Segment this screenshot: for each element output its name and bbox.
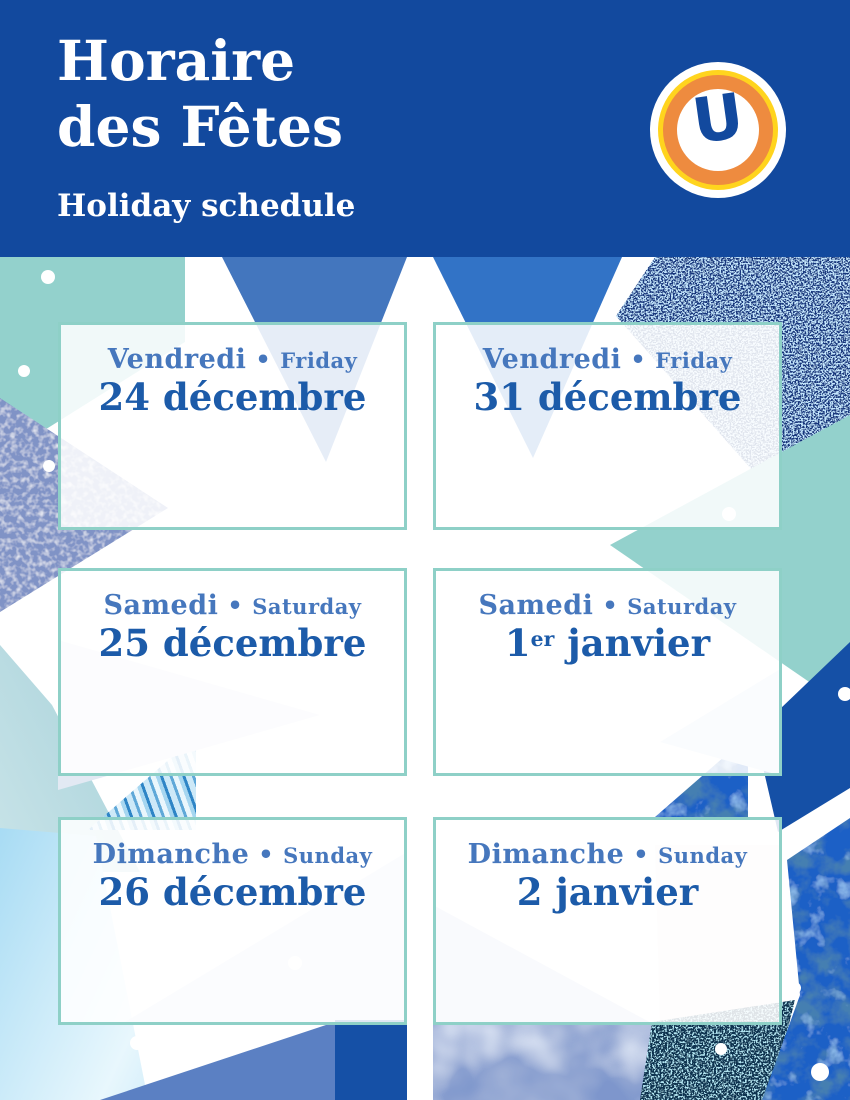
card-day-line — [436, 838, 779, 872]
bullet-separator: • — [602, 591, 619, 620]
card-day-line — [61, 838, 404, 872]
day-name-fr: Vendredi — [482, 344, 622, 375]
schedule-card-dec24 — [58, 322, 407, 530]
snow-dot — [130, 1036, 144, 1050]
bullet-separator: • — [630, 345, 647, 374]
snow-dot — [811, 1063, 829, 1081]
card-date — [436, 374, 779, 419]
poster-subtitle: Holiday schedule — [57, 188, 356, 224]
snow-dot — [838, 687, 850, 701]
day-name-en: Friday — [655, 348, 733, 373]
header-banner — [0, 0, 850, 257]
date-number: 24 — [98, 374, 151, 419]
day-name-fr: Samedi — [103, 590, 219, 621]
schedule-card-jan2 — [433, 817, 782, 1025]
date-number: 31 — [473, 374, 526, 419]
card-date — [436, 869, 779, 914]
day-name-fr: Vendredi — [107, 344, 247, 375]
date-number: 26 — [98, 869, 151, 914]
date-number: 2 — [516, 869, 543, 914]
card-day-line — [61, 343, 404, 377]
brand-logo — [650, 62, 786, 198]
schedule-card-dec31 — [433, 322, 782, 530]
snow-dot — [789, 982, 801, 994]
card-date — [61, 374, 404, 419]
day-name-fr: Samedi — [478, 590, 594, 621]
date-month: décembre — [150, 620, 367, 665]
poster-title — [57, 28, 343, 160]
card-date — [61, 869, 404, 914]
day-name-fr: Dimanche — [92, 839, 250, 870]
day-name-en: Sunday — [658, 843, 748, 868]
poster-title-line1: Horaire — [57, 28, 296, 93]
day-name-fr: Dimanche — [467, 839, 625, 870]
bullet-separator: • — [258, 840, 275, 869]
date-month: décembre — [150, 869, 367, 914]
snow-dot — [43, 460, 55, 472]
card-date — [61, 620, 404, 665]
date-number: 25 — [98, 620, 151, 665]
bullet-separator: • — [227, 591, 244, 620]
date-ordinal-suffix: er — [530, 626, 555, 651]
date-month: décembre — [150, 374, 367, 419]
schedule-card-dec26 — [58, 817, 407, 1025]
schedule-card-dec25 — [58, 568, 407, 776]
date-month: décembre — [525, 374, 742, 419]
snow-dot — [41, 270, 55, 284]
card-date — [436, 620, 779, 665]
poster-title-line2: des Fêtes — [57, 94, 343, 159]
snow-dot — [18, 365, 30, 377]
date-number: 1 — [504, 620, 531, 665]
card-day-line — [436, 343, 779, 377]
card-day-line — [61, 589, 404, 623]
day-name-en: Sunday — [283, 843, 373, 868]
logo-letter: U — [687, 78, 749, 159]
bullet-separator: • — [633, 840, 650, 869]
day-name-en: Saturday — [627, 594, 737, 619]
date-month: janvier — [542, 869, 699, 914]
snow-dot — [715, 1043, 727, 1055]
day-name-en: Friday — [280, 348, 358, 373]
card-day-line — [436, 589, 779, 623]
schedule-card-jan1 — [433, 568, 782, 776]
date-month: janvier — [554, 620, 711, 665]
bullet-separator: • — [255, 345, 272, 374]
day-name-en: Saturday — [252, 594, 362, 619]
